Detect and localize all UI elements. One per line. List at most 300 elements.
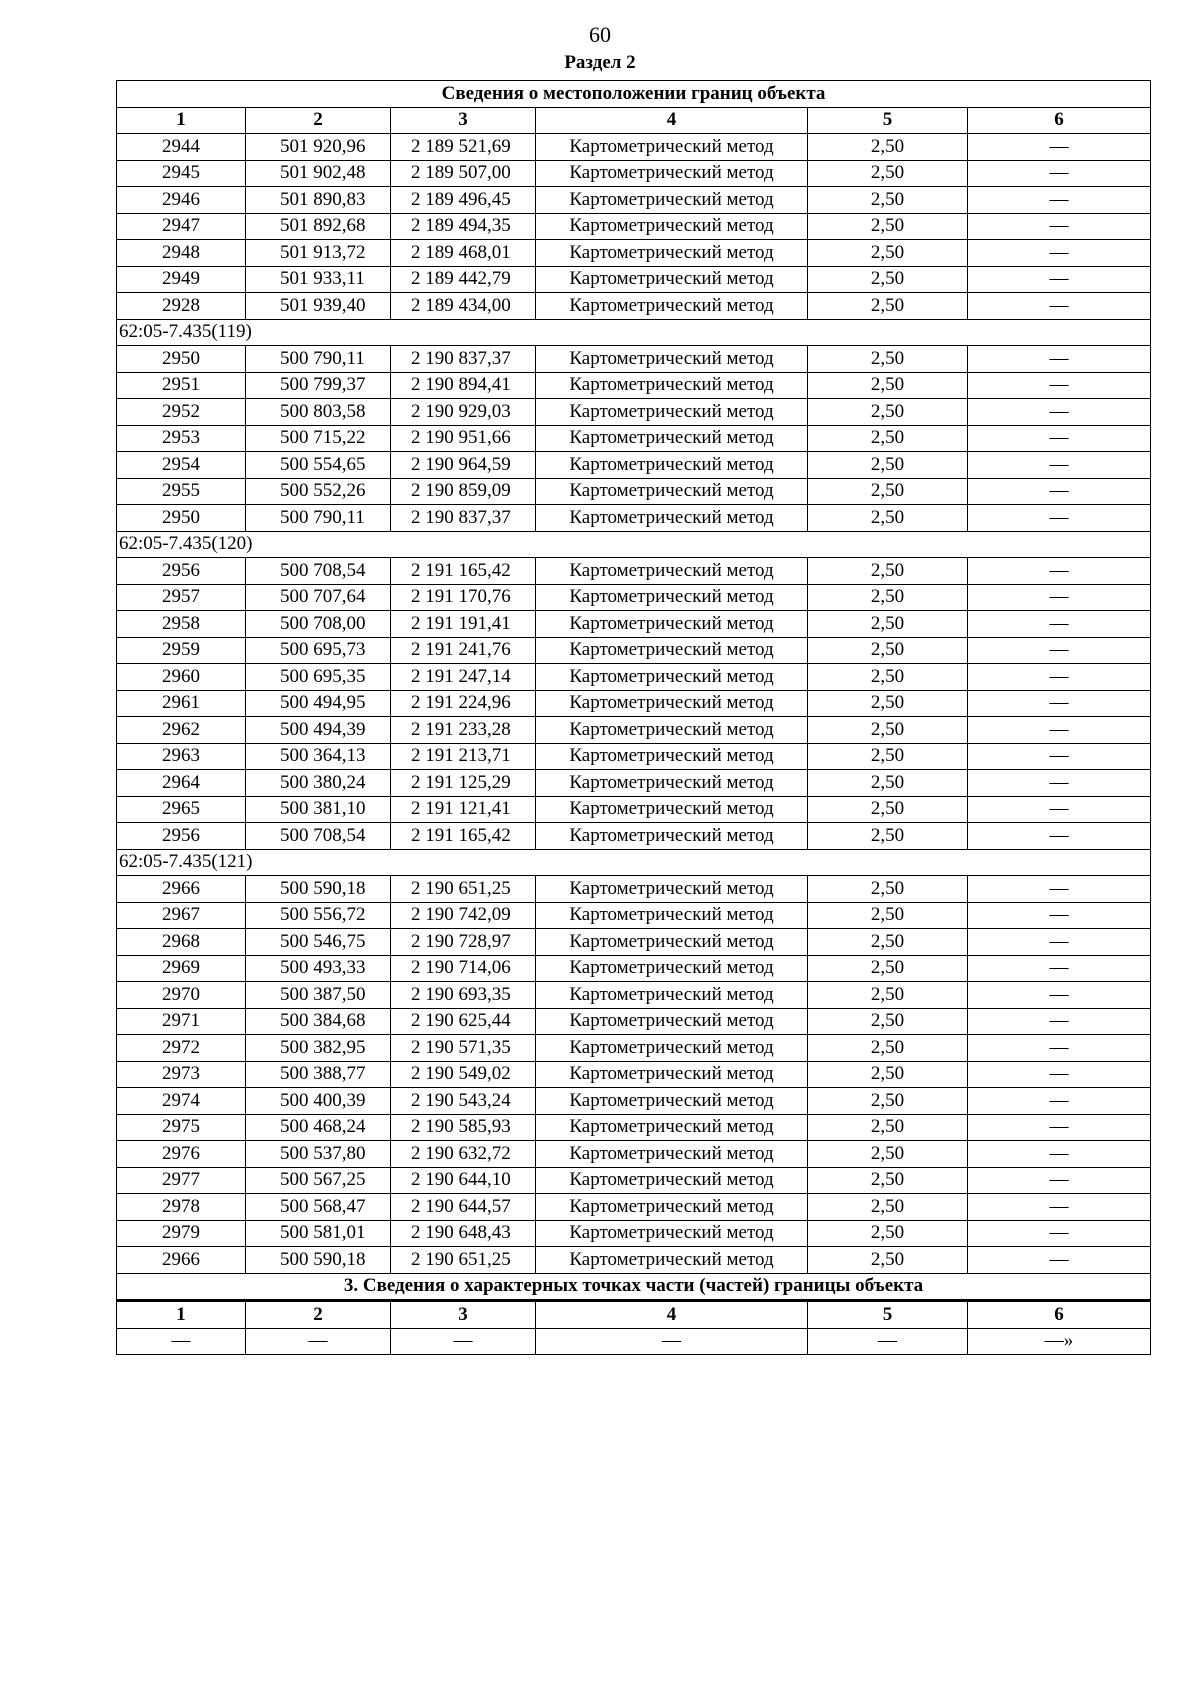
table-cell: 500 546,75 bbox=[246, 929, 391, 956]
table-cell: 2944 bbox=[117, 134, 246, 161]
group-label: 62:05-7.435(121) bbox=[117, 849, 1151, 876]
table-cell: Картометрический метод bbox=[536, 1167, 808, 1194]
table-cell: 500 567,25 bbox=[246, 1167, 391, 1194]
table-cell: — bbox=[968, 372, 1151, 399]
table-cell: —» bbox=[968, 1328, 1151, 1355]
table-cell: 2971 bbox=[117, 1008, 246, 1035]
group-row bbox=[117, 531, 1151, 558]
table-cell: 2977 bbox=[117, 1167, 246, 1194]
table-cell: Картометрический метод bbox=[536, 240, 808, 267]
table-cell: 2 190 648,43 bbox=[391, 1220, 536, 1247]
column-header: 4 bbox=[536, 107, 808, 134]
table-cell: Картометрический метод bbox=[536, 187, 808, 214]
table-cell: 2 191 165,42 bbox=[391, 823, 536, 850]
table-cell: Картометрический метод bbox=[536, 955, 808, 982]
table-row bbox=[117, 160, 1151, 187]
boundary-table bbox=[116, 80, 1151, 1355]
table-cell: 2,50 bbox=[808, 399, 968, 426]
table-cell: 500 715,22 bbox=[246, 425, 391, 452]
table-cell: 500 364,13 bbox=[246, 743, 391, 770]
table-cell: 500 400,39 bbox=[246, 1088, 391, 1115]
table-cell: — bbox=[968, 770, 1151, 797]
table-cell: 2955 bbox=[117, 478, 246, 505]
table-cell: — bbox=[968, 1247, 1151, 1274]
table-cell: 2,50 bbox=[808, 929, 968, 956]
section3-header-row bbox=[117, 1301, 1151, 1329]
table-cell: 2962 bbox=[117, 717, 246, 744]
table-row bbox=[117, 1194, 1151, 1221]
table-cell: 2 189 507,00 bbox=[391, 160, 536, 187]
table-cell: 500 708,00 bbox=[246, 611, 391, 638]
column-header: 5 bbox=[808, 1301, 968, 1329]
table-cell: 2 190 894,41 bbox=[391, 372, 536, 399]
table-cell: 2,50 bbox=[808, 1008, 968, 1035]
table-cell: 2,50 bbox=[808, 425, 968, 452]
table-cell: 2970 bbox=[117, 982, 246, 1009]
table-cell: — bbox=[968, 187, 1151, 214]
table-cell: 500 695,73 bbox=[246, 637, 391, 664]
table-cell: — bbox=[968, 690, 1151, 717]
table-cell: — bbox=[968, 134, 1151, 161]
table-cell: 2,50 bbox=[808, 558, 968, 585]
table-cell: 2,50 bbox=[808, 1167, 968, 1194]
table-cell: 500 707,64 bbox=[246, 584, 391, 611]
column-header: 3 bbox=[391, 107, 536, 134]
table-cell: 2967 bbox=[117, 902, 246, 929]
table-cell: 500 590,18 bbox=[246, 1247, 391, 1274]
table-cell: 2950 bbox=[117, 346, 246, 373]
table-cell: 2,50 bbox=[808, 160, 968, 187]
table-cell: 2,50 bbox=[808, 1114, 968, 1141]
table-cell: Картометрический метод bbox=[536, 478, 808, 505]
table-cell: 2954 bbox=[117, 452, 246, 479]
table-cell: 2 190 549,02 bbox=[391, 1061, 536, 1088]
table-cell: 2956 bbox=[117, 823, 246, 850]
table-cell: — bbox=[968, 982, 1151, 1009]
table-row bbox=[117, 929, 1151, 956]
table-cell: Картометрический метод bbox=[536, 425, 808, 452]
table-cell: — bbox=[968, 664, 1151, 691]
table-cell: 2960 bbox=[117, 664, 246, 691]
table-cell: 500 537,80 bbox=[246, 1141, 391, 1168]
column-header: 5 bbox=[808, 107, 968, 134]
table-cell: 2 191 191,41 bbox=[391, 611, 536, 638]
table-cell: Картометрический метод bbox=[536, 505, 808, 532]
table-row bbox=[117, 982, 1151, 1009]
column-header: 2 bbox=[246, 107, 391, 134]
table-cell: 2 190 951,66 bbox=[391, 425, 536, 452]
table-row bbox=[117, 187, 1151, 214]
table-cell: 2 191 170,76 bbox=[391, 584, 536, 611]
table-cell: 500 494,95 bbox=[246, 690, 391, 717]
table-cell: 501 939,40 bbox=[246, 293, 391, 320]
table-cell: — bbox=[968, 1141, 1151, 1168]
table-cell: 2,50 bbox=[808, 611, 968, 638]
table-cell: 2,50 bbox=[808, 505, 968, 532]
table-row bbox=[117, 611, 1151, 638]
table-cell: 2952 bbox=[117, 399, 246, 426]
table-cell: Картометрический метод bbox=[536, 611, 808, 638]
table-cell: 2,50 bbox=[808, 372, 968, 399]
table-cell: 2959 bbox=[117, 637, 246, 664]
table-cell: 500 695,35 bbox=[246, 664, 391, 691]
table-cell: 2 191 213,71 bbox=[391, 743, 536, 770]
table-cell: 2956 bbox=[117, 558, 246, 585]
table-row bbox=[117, 902, 1151, 929]
table-cell: Картометрический метод bbox=[536, 399, 808, 426]
table-row bbox=[117, 240, 1151, 267]
table-cell: — bbox=[968, 584, 1151, 611]
table-cell: 501 920,96 bbox=[246, 134, 391, 161]
table-cell: — bbox=[968, 717, 1151, 744]
table-cell: 2,50 bbox=[808, 1061, 968, 1088]
table-cell: 500 590,18 bbox=[246, 876, 391, 903]
table-row bbox=[117, 796, 1151, 823]
table-row bbox=[117, 558, 1151, 585]
table-cell: — bbox=[968, 876, 1151, 903]
table-cell: — bbox=[968, 1220, 1151, 1247]
table-cell: 2,50 bbox=[808, 584, 968, 611]
table-cell: 2 190 651,25 bbox=[391, 876, 536, 903]
table-row bbox=[117, 293, 1151, 320]
table-row bbox=[117, 955, 1151, 982]
table-cell: Картометрический метод bbox=[536, 637, 808, 664]
column-header: 4 bbox=[536, 1301, 808, 1329]
table-cell: 2,50 bbox=[808, 452, 968, 479]
table-cell: 2,50 bbox=[808, 478, 968, 505]
table-cell: 2,50 bbox=[808, 134, 968, 161]
table-cell: 2979 bbox=[117, 1220, 246, 1247]
table-cell: — bbox=[968, 266, 1151, 293]
column-header: 1 bbox=[117, 1301, 246, 1329]
table-cell: 2 190 728,97 bbox=[391, 929, 536, 956]
table-cell: 2 190 632,72 bbox=[391, 1141, 536, 1168]
table-row bbox=[117, 134, 1151, 161]
table-cell: 2 191 165,42 bbox=[391, 558, 536, 585]
table-cell: Картометрический метод bbox=[536, 1008, 808, 1035]
table-cell: Картометрический метод bbox=[536, 1141, 808, 1168]
table-cell: 2,50 bbox=[808, 902, 968, 929]
table-cell: 2,50 bbox=[808, 1194, 968, 1221]
table-cell: 2949 bbox=[117, 266, 246, 293]
table-cell: — bbox=[968, 743, 1151, 770]
table-cell: Картометрический метод bbox=[536, 293, 808, 320]
table-cell: 2 190 693,35 bbox=[391, 982, 536, 1009]
table-cell: Картометрический метод bbox=[536, 929, 808, 956]
table-cell: Картометрический метод bbox=[536, 1194, 808, 1221]
table-cell: Картометрический метод bbox=[536, 796, 808, 823]
table-cell: 2 190 742,09 bbox=[391, 902, 536, 929]
table-cell: — bbox=[968, 1114, 1151, 1141]
table-cell: 2,50 bbox=[808, 770, 968, 797]
table-cell: 501 892,68 bbox=[246, 213, 391, 240]
table-cell: 2 191 125,29 bbox=[391, 770, 536, 797]
table-cell: — bbox=[968, 823, 1151, 850]
table-cell: 500 552,26 bbox=[246, 478, 391, 505]
column-header: 6 bbox=[968, 107, 1151, 134]
table-cell: — bbox=[808, 1328, 968, 1355]
table-cell: 2,50 bbox=[808, 796, 968, 823]
table-cell: 2963 bbox=[117, 743, 246, 770]
table-cell: — bbox=[968, 293, 1151, 320]
table-cell: — bbox=[968, 558, 1151, 585]
table-cell: 2 190 625,44 bbox=[391, 1008, 536, 1035]
table-cell: Картометрический метод bbox=[536, 1114, 808, 1141]
table-cell: 2 190 859,09 bbox=[391, 478, 536, 505]
table-cell: 2 191 247,14 bbox=[391, 664, 536, 691]
table-cell: 501 933,11 bbox=[246, 266, 391, 293]
table-cell: — bbox=[968, 955, 1151, 982]
table-cell: 2976 bbox=[117, 1141, 246, 1168]
table-cell: 500 803,58 bbox=[246, 399, 391, 426]
table-row bbox=[117, 1167, 1151, 1194]
table-cell: 2951 bbox=[117, 372, 246, 399]
table-cell: Картометрический метод bbox=[536, 372, 808, 399]
table-cell: Картометрический метод bbox=[536, 584, 808, 611]
table-cell: 2 190 964,59 bbox=[391, 452, 536, 479]
table-cell: Картометрический метод bbox=[536, 770, 808, 797]
table-row bbox=[117, 505, 1151, 532]
table-cell: Картометрический метод bbox=[536, 1061, 808, 1088]
table-cell: — bbox=[968, 796, 1151, 823]
column-header: 6 bbox=[968, 1301, 1151, 1329]
table-cell: 2,50 bbox=[808, 293, 968, 320]
table-cell: 2 189 468,01 bbox=[391, 240, 536, 267]
table-cell: 2957 bbox=[117, 584, 246, 611]
table-cell: — bbox=[968, 505, 1151, 532]
table-cell: Картометрический метод bbox=[536, 266, 808, 293]
table-cell: 500 790,11 bbox=[246, 505, 391, 532]
table-row bbox=[117, 1035, 1151, 1062]
table-cell: 2975 bbox=[117, 1114, 246, 1141]
table-cell: 2 190 644,10 bbox=[391, 1167, 536, 1194]
table-cell: 500 799,37 bbox=[246, 372, 391, 399]
table-row bbox=[117, 584, 1151, 611]
table-title: Сведения о местоположении границ объекта bbox=[117, 81, 1151, 108]
table-cell: 2,50 bbox=[808, 213, 968, 240]
table-cell: 2,50 bbox=[808, 1088, 968, 1115]
table-row bbox=[117, 346, 1151, 373]
table-row bbox=[117, 637, 1151, 664]
table-cell: 500 493,33 bbox=[246, 955, 391, 982]
table-cell: 2,50 bbox=[808, 240, 968, 267]
table-cell: — bbox=[968, 1088, 1151, 1115]
table-cell: 501 913,72 bbox=[246, 240, 391, 267]
table-cell: 500 556,72 bbox=[246, 902, 391, 929]
table-cell: — bbox=[968, 160, 1151, 187]
table-row bbox=[117, 1247, 1151, 1274]
table-cell: 2,50 bbox=[808, 690, 968, 717]
table-cell: 2 190 571,35 bbox=[391, 1035, 536, 1062]
table-cell: 2 190 585,93 bbox=[391, 1114, 536, 1141]
section3-title: 3. Сведения о характерных точках части (частей) границы объекта bbox=[117, 1273, 1151, 1301]
table-cell: 2966 bbox=[117, 876, 246, 903]
column-header: 2 bbox=[246, 1301, 391, 1329]
table-row bbox=[117, 1220, 1151, 1247]
table-cell: 2,50 bbox=[808, 187, 968, 214]
table-row bbox=[117, 743, 1151, 770]
table-cell: 500 387,50 bbox=[246, 982, 391, 1009]
table-row bbox=[117, 1088, 1151, 1115]
table-cell: — bbox=[968, 240, 1151, 267]
table-cell: 2 190 543,24 bbox=[391, 1088, 536, 1115]
table-cell: Картометрический метод bbox=[536, 664, 808, 691]
table-cell: 2 189 496,45 bbox=[391, 187, 536, 214]
table-cell: 2953 bbox=[117, 425, 246, 452]
table-cell: 500 708,54 bbox=[246, 558, 391, 585]
table-cell: 2,50 bbox=[808, 876, 968, 903]
table-cell: Картометрический метод bbox=[536, 1035, 808, 1062]
table-row bbox=[117, 1008, 1151, 1035]
table-row bbox=[117, 452, 1151, 479]
table-row bbox=[117, 770, 1151, 797]
table-cell: 501 902,48 bbox=[246, 160, 391, 187]
table-cell: 2947 bbox=[117, 213, 246, 240]
table-cell: 2 189 521,69 bbox=[391, 134, 536, 161]
table-row bbox=[117, 266, 1151, 293]
table-cell: — bbox=[968, 1035, 1151, 1062]
table-cell: 2,50 bbox=[808, 637, 968, 664]
table-cell: 2 191 233,28 bbox=[391, 717, 536, 744]
table-cell: — bbox=[968, 346, 1151, 373]
table-cell: 2 191 241,76 bbox=[391, 637, 536, 664]
table-cell: Картометрический метод bbox=[536, 902, 808, 929]
table-cell: — bbox=[968, 452, 1151, 479]
section-label: Раздел 2 bbox=[564, 52, 636, 73]
table-row bbox=[117, 1141, 1151, 1168]
table-row bbox=[117, 876, 1151, 903]
table-cell: 2973 bbox=[117, 1061, 246, 1088]
table-cell: 500 384,68 bbox=[246, 1008, 391, 1035]
table-cell: Картометрический метод bbox=[536, 717, 808, 744]
table-cell: 500 790,11 bbox=[246, 346, 391, 373]
table-cell: — bbox=[968, 929, 1151, 956]
table-row bbox=[117, 1114, 1151, 1141]
table-cell: 2 190 714,06 bbox=[391, 955, 536, 982]
column-header: 1 bbox=[117, 107, 246, 134]
table-cell: Картометрический метод bbox=[536, 982, 808, 1009]
table-cell: 2,50 bbox=[808, 982, 968, 1009]
table-row bbox=[117, 717, 1151, 744]
table-cell: 2 190 644,57 bbox=[391, 1194, 536, 1221]
table-title-row bbox=[117, 81, 1151, 108]
table-row bbox=[117, 664, 1151, 691]
table-row bbox=[117, 1061, 1151, 1088]
table-cell: — bbox=[968, 478, 1151, 505]
group-label: 62:05-7.435(120) bbox=[117, 531, 1151, 558]
table-cell: 500 494,39 bbox=[246, 717, 391, 744]
table-cell: 2,50 bbox=[808, 1247, 968, 1274]
table-cell: Картометрический метод bbox=[536, 134, 808, 161]
table-cell: — bbox=[968, 1167, 1151, 1194]
table-cell: 2928 bbox=[117, 293, 246, 320]
table-cell: — bbox=[968, 902, 1151, 929]
table-cell: 500 581,01 bbox=[246, 1220, 391, 1247]
table-row bbox=[117, 213, 1151, 240]
table-cell: Картометрический метод bbox=[536, 1247, 808, 1274]
table-cell: 2,50 bbox=[808, 717, 968, 744]
table-cell: 2966 bbox=[117, 1247, 246, 1274]
table-row bbox=[117, 690, 1151, 717]
column-header: 3 bbox=[391, 1301, 536, 1329]
table-cell: 500 468,24 bbox=[246, 1114, 391, 1141]
table-cell: 2 191 121,41 bbox=[391, 796, 536, 823]
table-cell: 2961 bbox=[117, 690, 246, 717]
table-cell: — bbox=[968, 399, 1151, 426]
table-cell: 2 190 929,03 bbox=[391, 399, 536, 426]
table-cell: — bbox=[246, 1328, 391, 1355]
table-cell: 2,50 bbox=[808, 1035, 968, 1062]
table-cell: 2,50 bbox=[808, 346, 968, 373]
table-row bbox=[117, 478, 1151, 505]
table-cell: 2946 bbox=[117, 187, 246, 214]
table-cell: 2,50 bbox=[808, 823, 968, 850]
table-cell: 2978 bbox=[117, 1194, 246, 1221]
table-cell: 2972 bbox=[117, 1035, 246, 1062]
table-row bbox=[117, 425, 1151, 452]
table-row bbox=[117, 823, 1151, 850]
table-cell: Картометрический метод bbox=[536, 452, 808, 479]
table-cell: Картометрический метод bbox=[536, 876, 808, 903]
group-row bbox=[117, 319, 1151, 346]
table-cell: 2958 bbox=[117, 611, 246, 638]
table-cell: 2,50 bbox=[808, 743, 968, 770]
column-header-row bbox=[117, 107, 1151, 134]
table-cell: Картометрический метод bbox=[536, 213, 808, 240]
table-cell: — bbox=[968, 1061, 1151, 1088]
table-cell: — bbox=[968, 1008, 1151, 1035]
table-cell: — bbox=[968, 1194, 1151, 1221]
page-number: 60 bbox=[589, 22, 611, 47]
table-cell: Картометрический метод bbox=[536, 346, 808, 373]
table-cell: 2,50 bbox=[808, 1220, 968, 1247]
table-cell: 2965 bbox=[117, 796, 246, 823]
table-cell: 500 382,95 bbox=[246, 1035, 391, 1062]
table-cell: — bbox=[968, 425, 1151, 452]
table-cell: 2974 bbox=[117, 1088, 246, 1115]
table-cell: — bbox=[391, 1328, 536, 1355]
section3-row bbox=[117, 1328, 1151, 1355]
table-cell: Картометрический метод bbox=[536, 1088, 808, 1115]
table-cell: 500 380,24 bbox=[246, 770, 391, 797]
table-cell: 2 190 837,37 bbox=[391, 346, 536, 373]
table-cell: — bbox=[536, 1328, 808, 1355]
table-cell: 500 554,65 bbox=[246, 452, 391, 479]
table-cell: Картометрический метод bbox=[536, 823, 808, 850]
table-cell: Картометрический метод bbox=[536, 160, 808, 187]
table-cell: — bbox=[968, 213, 1151, 240]
table-cell: 2 189 434,00 bbox=[391, 293, 536, 320]
table-cell: 2 189 494,35 bbox=[391, 213, 536, 240]
table-cell: 2 191 224,96 bbox=[391, 690, 536, 717]
table-cell: 2,50 bbox=[808, 1141, 968, 1168]
table-cell: 2 189 442,79 bbox=[391, 266, 536, 293]
table-cell: 2,50 bbox=[808, 955, 968, 982]
table-cell: Картометрический метод bbox=[536, 743, 808, 770]
table-cell: — bbox=[117, 1328, 246, 1355]
table-cell: 2945 bbox=[117, 160, 246, 187]
table-row bbox=[117, 399, 1151, 426]
table-cell: 500 708,54 bbox=[246, 823, 391, 850]
table-cell: 2968 bbox=[117, 929, 246, 956]
table-cell: 500 388,77 bbox=[246, 1061, 391, 1088]
table-cell: Картометрический метод bbox=[536, 1220, 808, 1247]
table-cell: 501 890,83 bbox=[246, 187, 391, 214]
table-cell: 2 190 651,25 bbox=[391, 1247, 536, 1274]
table-cell: 2969 bbox=[117, 955, 246, 982]
group-label: 62:05-7.435(119) bbox=[117, 319, 1151, 346]
table-cell: — bbox=[968, 611, 1151, 638]
